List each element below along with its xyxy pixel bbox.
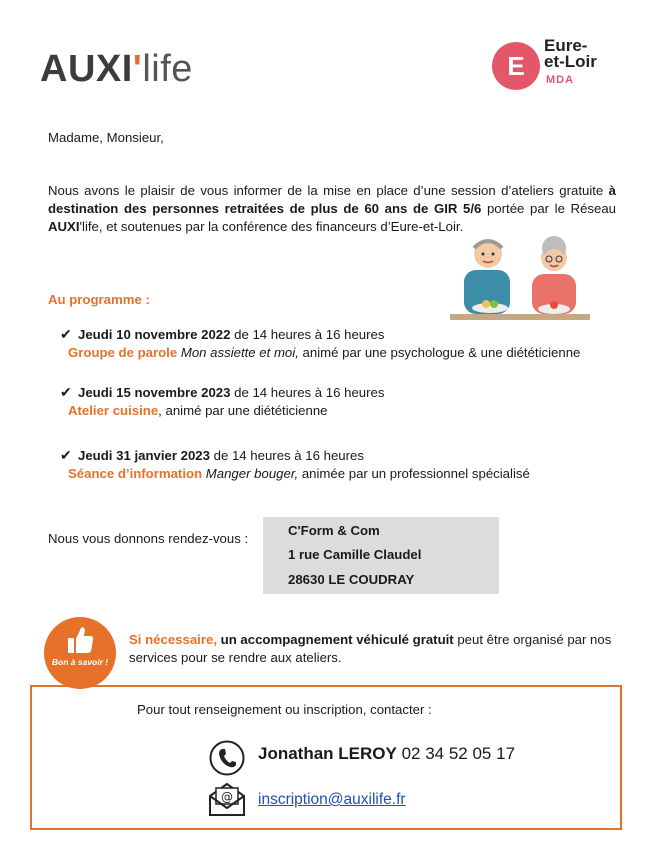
- contact-question: Pour tout renseignement ou inscription, contacter :: [137, 702, 432, 717]
- session-item: ✔ Jeudi 31 janvier 2023 de 14 heures à 16 heures Séance d’information Manger bouger, animée par un professionnel spécialisé: [60, 447, 530, 481]
- elderly-couple-illustration: [450, 236, 590, 326]
- svg-text:@: @: [221, 790, 233, 804]
- rdv-label: Nous vous donnons rendez-vous :: [48, 531, 249, 546]
- checkmark-icon: ✔: [60, 384, 72, 400]
- address-line: 1 rue Camille Claudel: [288, 547, 422, 562]
- address-box: [263, 517, 499, 594]
- contact-name-phone: Jonathan LEROY 02 34 52 05 17: [258, 744, 516, 763]
- eure-logo-mark: E: [492, 42, 540, 90]
- address-line: C'Form & Com: [288, 523, 380, 538]
- programme-title: Au programme :: [48, 292, 150, 307]
- session-item: ✔ Jeudi 10 novembre 2022 de 14 heures à 16 heures Groupe de parole Mon assiette et moi, animé par une psychologue & une diététicienne: [60, 326, 581, 360]
- thumbs-up-icon: [66, 625, 94, 655]
- checkmark-icon: ✔: [60, 326, 72, 342]
- eure-et-loir-mda-logo: E Eure- et-Loir MDA: [492, 34, 610, 96]
- contact-email-link[interactable]: inscription@auxilife.fr: [258, 791, 406, 808]
- transport-note: Si nécessaire, un accompagnement véhiculé gratuit peut être organisé par nos services pour se rendre aux ateliers.: [129, 632, 612, 665]
- checkmark-icon: ✔: [60, 447, 72, 463]
- bon-a-savoir-badge: Bon à savoir !: [44, 617, 116, 689]
- intro-paragraph: Nous avons le plaisir de vous informer de la mise en place d’une session d’ateliers gratuite à destination des personnes retraitées de plus de 60 ans de GIR 5/6 portée par le Réseau AUXI'life, et soutenues par la conférence des financeurs d’Eure-et-Loir.: [48, 183, 616, 234]
- auxilife-logo: AUXI'life: [40, 48, 193, 90]
- session-item: ✔ Jeudi 15 novembre 2023 de 14 heures à 16 heures Atelier cuisine, animé par une diététicienne: [60, 384, 385, 418]
- greeting: Madame, Monsieur,: [48, 130, 164, 145]
- address-line: 28630 LE COUDRAY: [288, 572, 415, 587]
- envelope-icon: [207, 780, 247, 818]
- phone-icon: [209, 740, 245, 776]
